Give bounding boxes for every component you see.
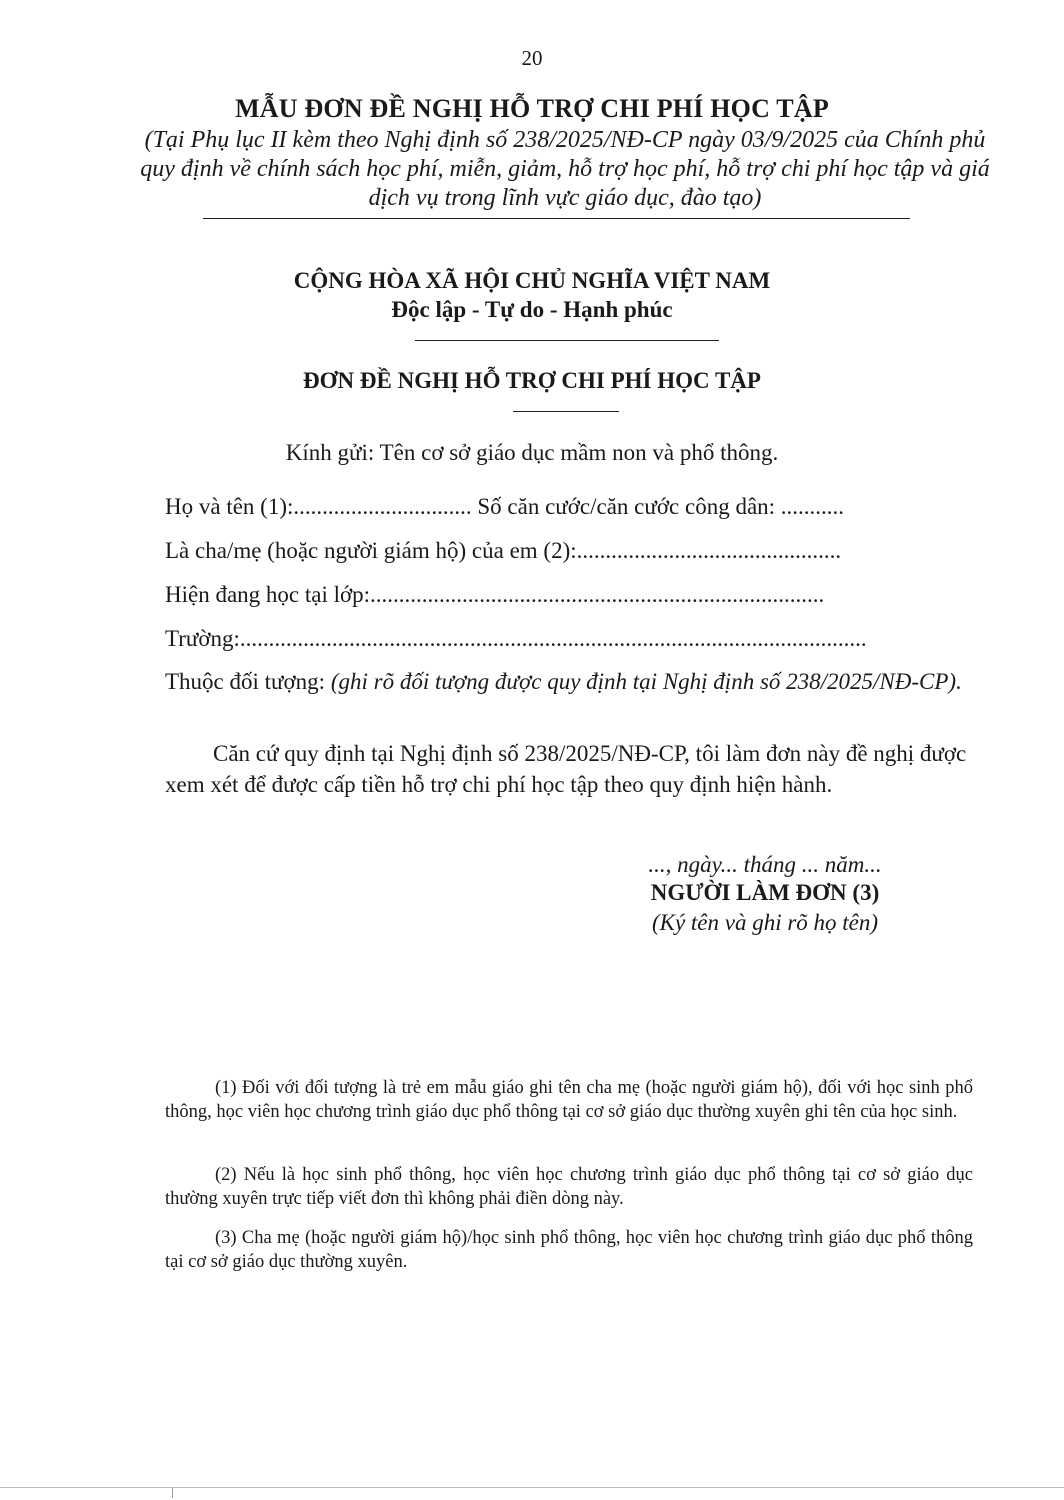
- motto-divider: [415, 340, 719, 341]
- signature-date-line: ..., ngày... tháng ... năm...: [648, 852, 882, 877]
- national-motto: Độc lập - Tự do - Hạnh phúc: [391, 297, 673, 322]
- form-title: MẪU ĐƠN ĐỀ NGHỊ HỖ TRỢ CHI PHÍ HỌC TẬP: [235, 94, 829, 123]
- page-number: 20: [521, 46, 543, 70]
- signature-title: NGƯỜI LÀM ĐƠN (3): [650, 880, 880, 905]
- footnote-2: (2) Nếu là học sinh phổ thông, học viên học chương trình giáo dục phổ thông tại cơ sở giáo dục thường xuyên trực tiếp viết đơn thì không phải điền dòng này.: [165, 1165, 973, 1209]
- footnote-3: (3) Cha mẹ (hoặc người giám hộ)/học sinh phổ thông, học viên học chương trình giáo dục phổ thông tại cơ sở giáo dục thường xuyên.: [165, 1228, 973, 1272]
- page-edge-mark: [172, 1488, 173, 1498]
- footnote-1: (1) Đối với đối tượng là trẻ em mẫu giáo ghi tên cha mẹ (hoặc người giám hộ), đối với học sinh phổ thông, học viên học chương trình giáo dục phổ thông tại cơ sở giáo dục thường xuyên ghi tên của học sinh.: [165, 1078, 973, 1122]
- field-parent-of: Là cha/mẹ (hoặc người giám hộ) của em (2):..............................................: [165, 538, 842, 563]
- application-title: ĐƠN ĐỀ NGHỊ HỖ TRỢ CHI PHÍ HỌC TẬP: [303, 368, 761, 393]
- form-subtitle: (Tại Phụ lục II kèm theo Nghị định số 238/2025/NĐ-CP ngày 03/9/2025 của Chính phủ quy định về chính sách học phí, miễn, giảm, hỗ trợ học phí, hỗ trợ chi phí học tập và giá dịch vụ trong lĩnh vực giáo dục, đào tạo): [140, 127, 990, 211]
- title-divider: [513, 411, 619, 412]
- request-paragraph: Căn cứ quy định tại Nghị định số 238/2025/NĐ-CP, tôi làm đơn này đề nghị được xem xét để được cấp tiền hỗ trợ chi phí học tập theo quy định hiện hành.: [165, 741, 967, 797]
- field-class: Hiện đang học tại lớp:...............................................................................: [165, 582, 825, 607]
- subtitle-divider: [203, 218, 910, 219]
- greeting: Kính gửi: Tên cơ sở giáo dục mầm non và phổ thông.: [285, 440, 779, 465]
- field-full-name: Họ và tên (1):............................... Số căn cước/căn cước công dân: ...........: [165, 494, 845, 519]
- page-bottom-edge: [0, 1487, 1064, 1488]
- field-category: [165, 668, 975, 696]
- field-school: Trường:.............................................................................................................: [165, 626, 867, 651]
- national-name: CỘNG HÒA XÃ HỘI CHỦ NGHĨA VIỆT NAM: [293, 268, 771, 293]
- field-category-hint: (ghi rõ đối tượng được quy định tại Nghị định số 238/2025/NĐ-CP).: [330, 669, 962, 694]
- field-category-label: Thuộc đối tượng:: [165, 669, 331, 694]
- signature-note: (Ký tên và ghi rõ họ tên): [651, 910, 879, 935]
